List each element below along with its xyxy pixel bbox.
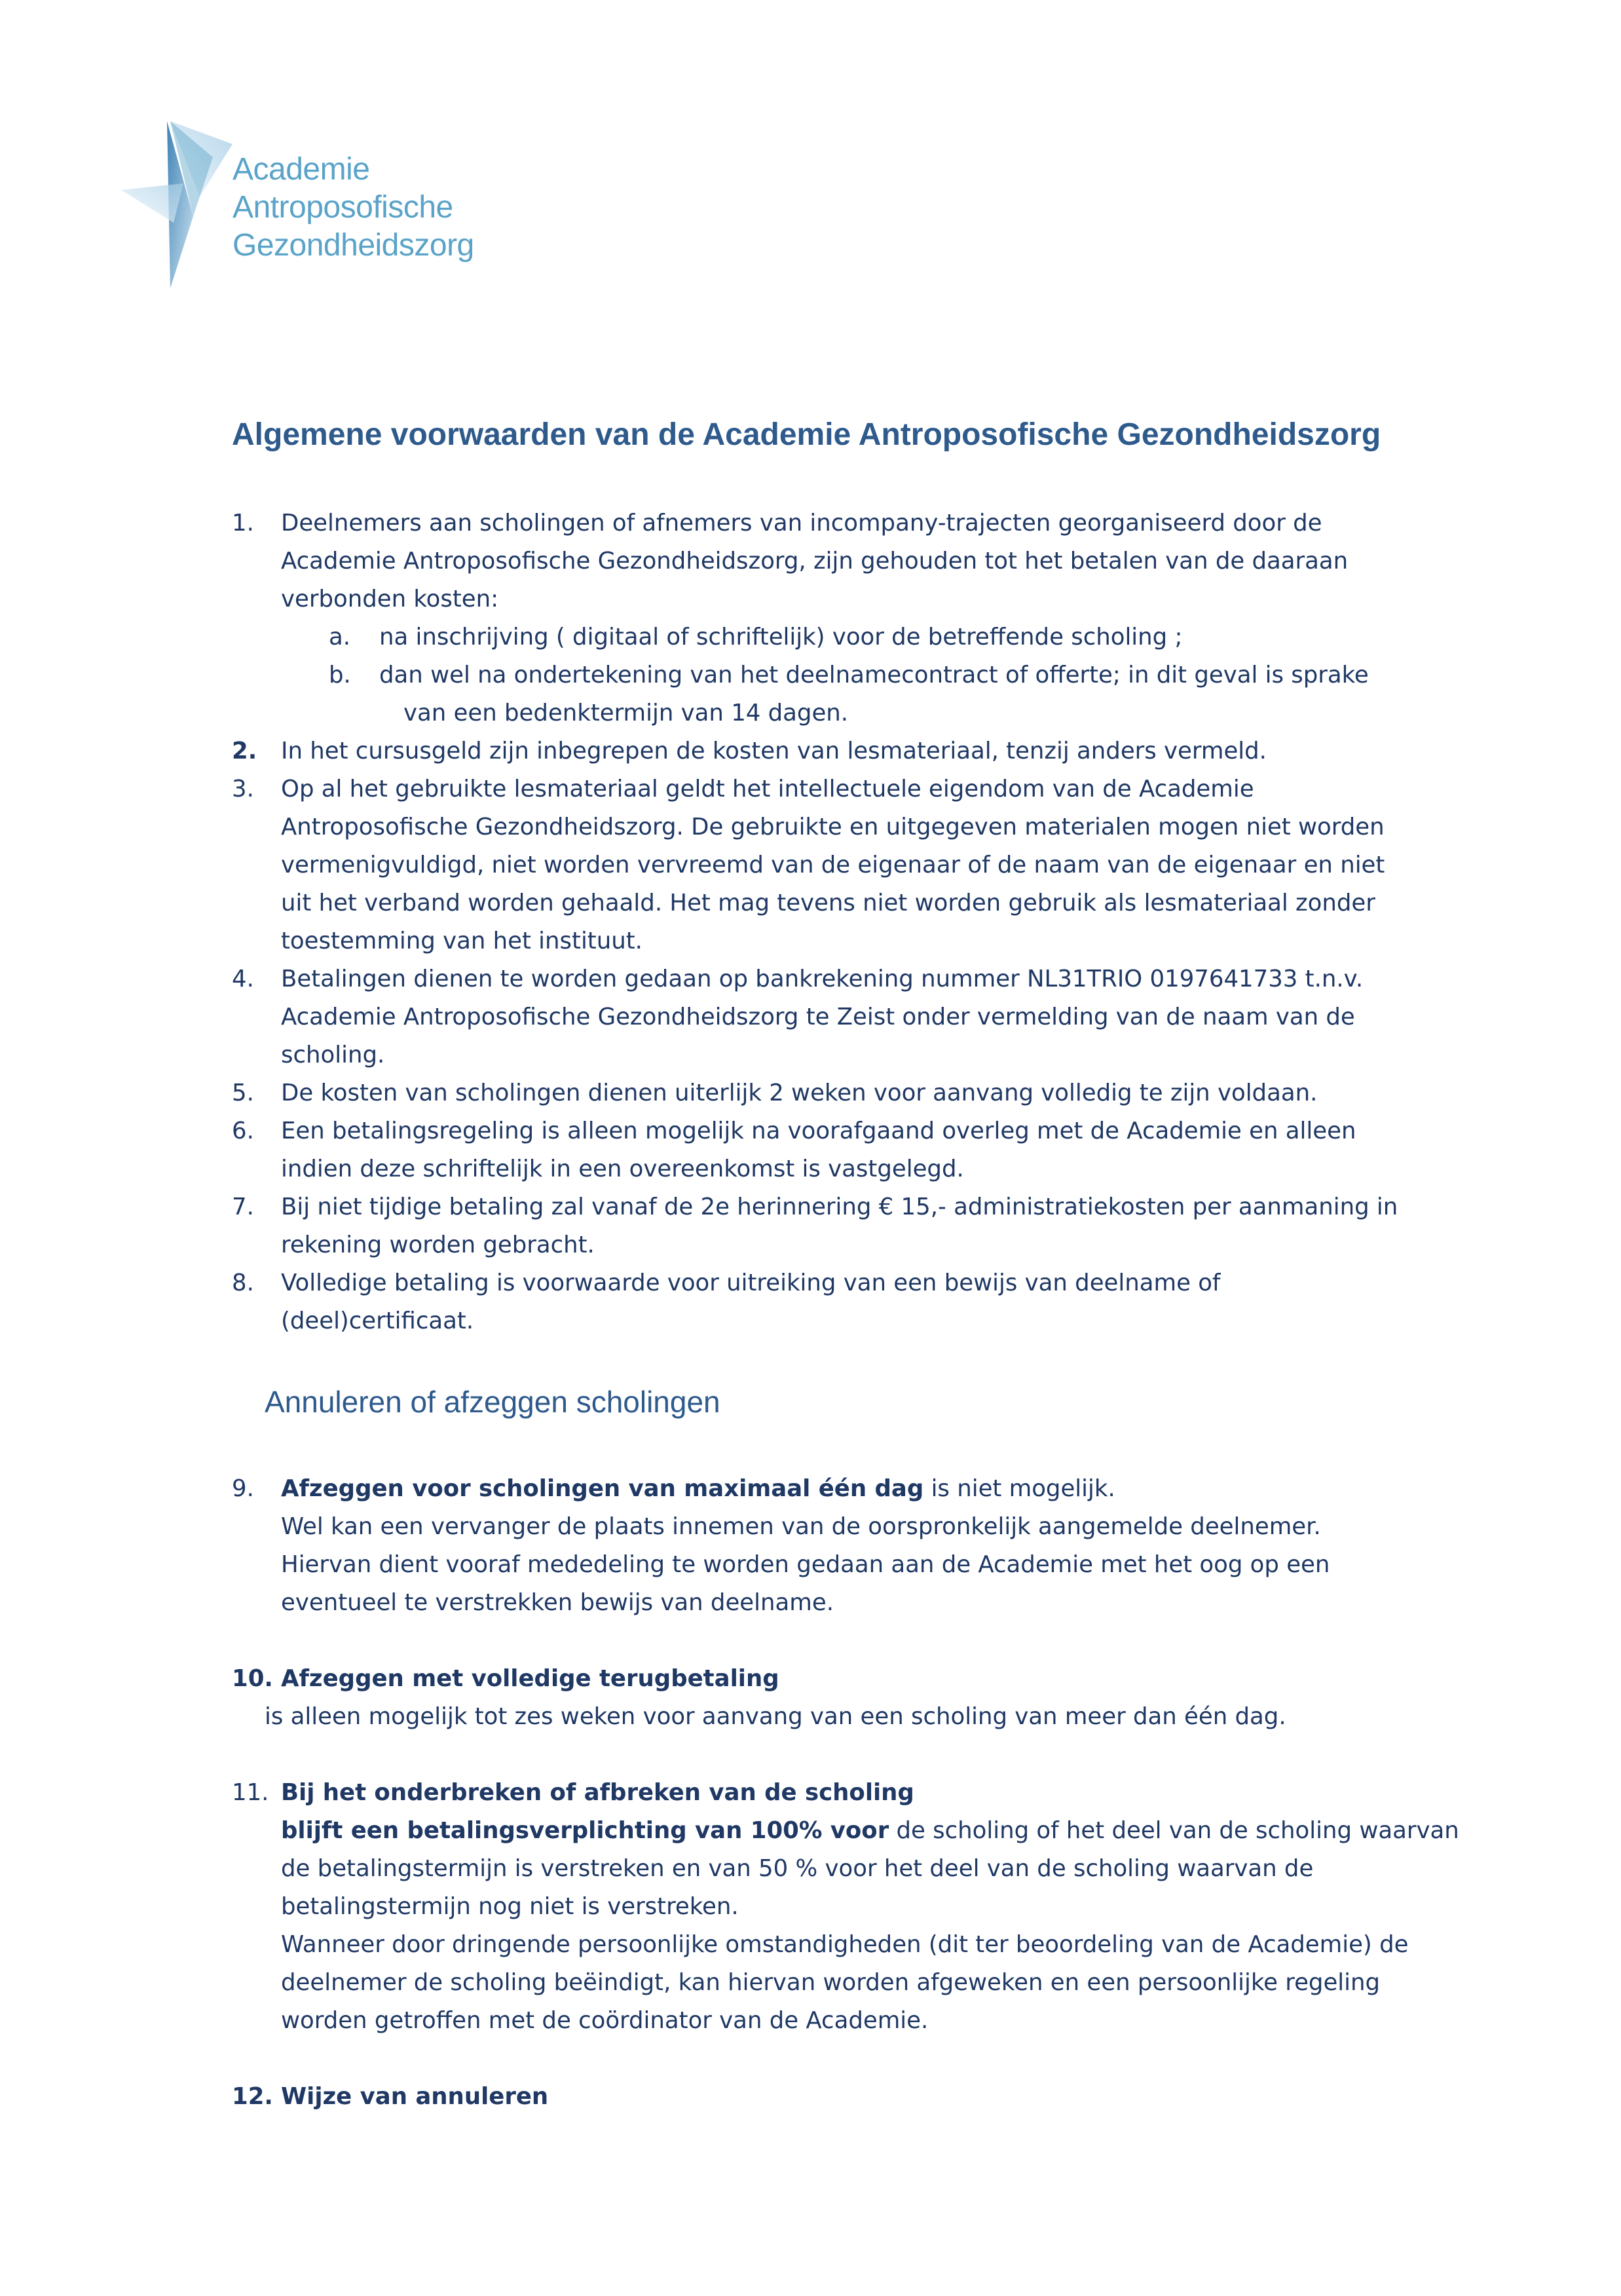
item-text: de betalingstermijn is verstreken en van 50 % voor het deel van de scholing waarvan de (281, 1855, 1314, 1882)
item-number: 12. (232, 2083, 273, 2110)
item-number: 6. (232, 1118, 254, 1144)
item-text: Bij niet tijdige betaling zal vanaf de 2e herinnering € 15,- administratiekosten per aanmaning in (281, 1194, 1398, 1220)
item-text: rekening worden gebracht. (281, 1232, 595, 1258)
sub-item-text: na inschrijving ( digitaal of schriftelijk) voor de betreffende scholing ; (379, 624, 1183, 650)
list-item-8 (232, 1264, 1483, 1340)
list-item-3 (232, 770, 1483, 960)
item-text: Op al het gebruikte lesmateriaal geldt het intellectuele eigendom van de Academie (281, 776, 1254, 802)
item-bold-text: Bij het onderbreken of afbreken van de scholing (281, 1779, 914, 1806)
item-number: 8. (232, 1270, 254, 1296)
item-text: Wanneer door dringende persoonlijke omstandigheden (dit ter beoordeling van de Academie) de (281, 1931, 1409, 1958)
logo-line-2: Antroposofische (233, 190, 453, 225)
item-text: worden getroffen met de coördinator van de Academie. (281, 2007, 929, 2034)
item-bold-text: Afzeggen met volledige terugbetaling (281, 1665, 779, 1692)
section-heading: Annuleren of afzeggen scholingen (265, 1385, 720, 1419)
item-number: 1. (232, 510, 254, 536)
item-number: 4. (232, 966, 254, 992)
sub-item-b (232, 656, 1483, 732)
sub-item-text: dan wel na ondertekening van het deelnamecontract of offerte; in dit geval is sprake (379, 662, 1369, 688)
item-number: 2. (232, 738, 257, 764)
item-bold-text: Afzeggen voor scholingen van maximaal één dag (281, 1475, 924, 1502)
item-text: eventueel te verstrekken bewijs van deelname. (281, 1589, 834, 1616)
item-text (281, 1470, 1483, 1508)
logo-wordmark (233, 151, 474, 265)
item-text: betalingstermijn nog niet is verstreken. (281, 1893, 739, 1920)
item-text: De kosten van scholingen dienen uiterlijk 2 weken voor aanvang volledig te zijn voldaan. (281, 1080, 1318, 1106)
item-text: uit het verband worden gehaald. Het mag tevens niet worden gebruik als lesmateriaal zonder (281, 890, 1375, 916)
item-text: Een betalingsregeling is alleen mogelijk na voorafgaand overleg met de Academie en alleen (281, 1118, 1356, 1144)
item-bold-text: Wijze van annuleren (281, 2083, 549, 2110)
list-item-2 (232, 732, 1483, 770)
list-item-12 (232, 2078, 1483, 2116)
item-rest-text: de scholing of het deel van de scholing waarvan (889, 1817, 1459, 1844)
item-text: verbonden kosten: (281, 586, 499, 612)
item-text: Betalingen dienen te worden gedaan op bankrekening nummer NL31TRIO 0197641733 t.n.v. (281, 966, 1364, 992)
academy-logo (121, 118, 488, 301)
sub-item-text: van een bedenktermijn van 14 dagen. (403, 700, 849, 726)
document-title: Algemene voorwaarden van de Academie Antroposofische Gezondheidszorg (232, 417, 1381, 452)
item-text: Deelnemers aan scholingen of afnemers van incompany-trajecten georganiseerd door de (281, 510, 1322, 536)
sub-item-letter: b. (329, 662, 351, 688)
item-number: 10. (232, 1665, 273, 1692)
item-text: deelnemer de scholing beëindigt, kan hiervan worden afgeweken en een persoonlijke regeling (281, 1969, 1381, 1996)
item-text: (deel)certificaat. (281, 1308, 474, 1334)
item-heading (281, 2078, 1483, 2116)
list-item-11 (232, 1774, 1483, 2040)
item-text: In het cursusgeld zijn inbegrepen de kosten van lesmateriaal, tenzij anders vermeld. (281, 738, 1267, 764)
terms-list (232, 504, 1483, 1340)
item-rest-text: is niet mogelijk. (923, 1475, 1115, 1502)
item-text: indien deze schriftelijk in een overeenkomst is vastgelegd. (281, 1156, 964, 1182)
sub-item-a (232, 618, 1483, 656)
item-heading (281, 1660, 1483, 1698)
item-text: Academie Antroposofische Gezondheidszorg, zijn gehouden tot het betalen van de daaraan (281, 548, 1349, 574)
logo-line-3: Gezondheidszorg (233, 228, 474, 263)
item-text: vermenigvuldigd, niet worden vervreemd van de eigenaar of de naam van de eigenaar en niet (281, 852, 1385, 878)
item-heading (281, 1774, 1483, 1812)
item-text: is alleen mogelijk tot zes weken voor aanvang van een scholing van meer dan één dag. (265, 1703, 1286, 1730)
list-item-4 (232, 960, 1483, 1074)
list-item-5 (232, 1074, 1483, 1112)
item-text: Antroposofische Gezondheidszorg. De gebruikte en uitgegeven materialen mogen niet worden (281, 814, 1385, 840)
logo-line-1: Academie (233, 152, 370, 187)
item-text: Wel kan een vervanger de plaats innemen van de oorspronkelijk aangemelde deelnemer. (281, 1513, 1321, 1540)
item-text: Volledige betaling is voorwaarde voor uitreiking van een bewijs van deelname of (281, 1270, 1221, 1296)
item-number: 5. (232, 1080, 254, 1106)
list-item-10 (232, 1660, 1483, 1736)
list-item-6 (232, 1112, 1483, 1188)
list-item-7 (232, 1188, 1483, 1264)
item-bold-text: blijft een betalingsverplichting van 100% voor (281, 1817, 889, 1844)
list-item-1 (232, 504, 1483, 618)
sub-item-letter: a. (329, 624, 351, 650)
item-number: 9. (232, 1475, 254, 1502)
item-text (281, 1812, 1483, 1850)
item-text: scholing. (281, 1042, 385, 1068)
item-number: 3. (232, 776, 254, 802)
item-text: toestemming van het instituut. (281, 928, 643, 954)
item-text: Academie Antroposofische Gezondheidszorg te Zeist onder vermelding van de naam van de (281, 1004, 1355, 1030)
item-text: Hiervan dient vooraf mededeling te worden gedaan aan de Academie met het oog op een (281, 1551, 1330, 1578)
item-number: 7. (232, 1194, 254, 1220)
list-item-9 (232, 1470, 1483, 1622)
item-number: 11. (232, 1779, 269, 1806)
